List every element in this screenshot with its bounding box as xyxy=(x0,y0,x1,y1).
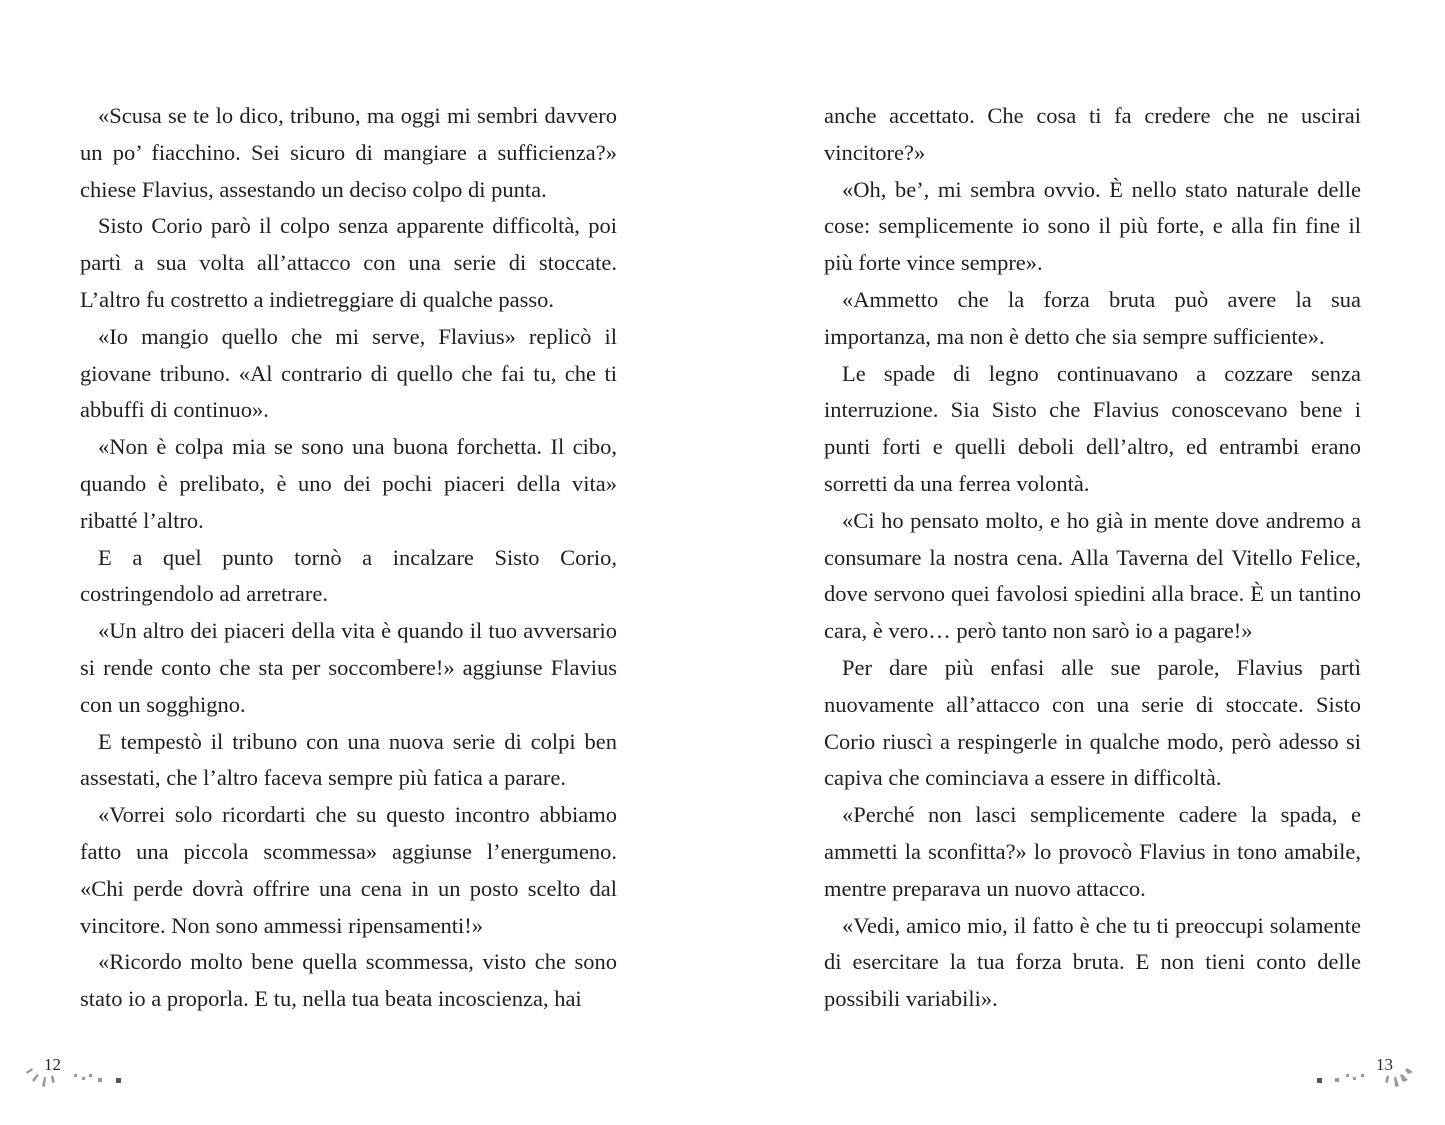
left-page-text xyxy=(80,98,617,1018)
paragraph: «Ricordo molto bene quella scommessa, visto che sono stato io a proporla. E tu, nella tua beata incoscienza, hai xyxy=(80,949,617,1012)
left-page xyxy=(0,0,722,1125)
burst-dots-ornament-icon xyxy=(1313,1058,1423,1088)
paragraph: Sisto Corio parò il colpo senza apparente difficoltà, poi partì a sua volta all’attacco con una serie di stoccate. L’altro fu costretto a indietreggiare di qualche passo. xyxy=(80,213,617,312)
paragraph: Per dare più enfasi alle sue parole, Flavius partì nuovamente all’attacco con una serie di stoccate. Sisto Corio riuscì a respingerle in qualche modo, però adesso si capiva che cominciava a essere in difficoltà. xyxy=(824,654,1361,791)
paragraph: anche accettato. Che cosa ti fa credere che ne uscirai vincitore?» xyxy=(824,103,1361,165)
paragraph: E a quel punto tornò a incalzare Sisto Corio, costringendolo ad arretrare. xyxy=(80,544,617,607)
page-number: 13 xyxy=(1376,1055,1393,1074)
paragraph: «Un altro dei piaceri della vita è quando il tuo avversario si rende conto che sta per soccombere!» aggiunse Flavius con un sogghigno. xyxy=(80,618,617,717)
burst-dots-ornament-icon xyxy=(22,1058,132,1088)
page-number: 12 xyxy=(44,1055,61,1074)
right-page xyxy=(723,0,1445,1125)
right-page-text xyxy=(824,98,1361,1018)
paragraph: «Vorrei solo ricordarti che su questo incontro abbiamo fatto una piccola scommessa» aggiunse l’energumeno. «Chi perde dovrà offrire una cena in un posto scelto dal vincitore. Non sono ammessi ripensamenti!» xyxy=(80,802,617,938)
paragraph: «Perché non lasci semplicemente cadere la spada, e ammetti la sconfitta?» lo provocò Flavius in tono amabile, mentre preparava un nuovo attacco. xyxy=(824,802,1361,901)
paragraph: «Ammetto che la forza bruta può avere la sua importanza, ma non è detto che sia sempre sufficiente». xyxy=(824,286,1361,349)
paragraph: «Io mangio quello che mi serve, Flavius» replicò il giovane tribuno. «Al contrario di quello che fai tu, che ti abbuffi di continuo». xyxy=(80,323,617,423)
paragraph: «Scusa se te lo dico, tribuno, ma oggi mi sembri davvero un po’ fiacchino. Sei sicuro di mangiare a sufficienza?» chiese Flavius, assestando un deciso colpo di punta. xyxy=(80,103,617,202)
paragraph: «Vedi, amico mio, il fatto è che tu ti preoccupi solamente di esercitare la tua forza bruta. E non tieni conto delle possibili variabili». xyxy=(824,912,1361,1012)
paragraph: Le spade di legno continuavano a cozzare senza interruzione. Sia Sisto che Flavius conoscevano bene i punti forti e quelli deboli dell’altro, ed entrambi erano sorretti da una ferrea volontà. xyxy=(824,360,1361,496)
paragraph: «Ci ho pensato molto, e ho già in mente dove andremo a consumare la nostra cena. Alla Taverna del Vitello Felice, dove servono quei favolosi spiedini alla brace. È un tantino cara, è vero… però tanto non sarò io a pagare!» xyxy=(824,507,1361,644)
paragraph: E tempestò il tribuno con una nuova serie di colpi ben assestati, che l’altro faceva sempre più fatica a parare. xyxy=(80,728,617,791)
paragraph: «Oh, be’, mi sembra ovvio. È nello stato naturale delle cose: semplicemente io sono il più forte, e alla fin fine il più forte vince sempre». xyxy=(824,176,1361,276)
paragraph: «Non è colpa mia se sono una buona forchetta. Il cibo, quando è prelibato, è uno dei pochi piaceri della vita» ribatté l’altro. xyxy=(80,434,617,533)
